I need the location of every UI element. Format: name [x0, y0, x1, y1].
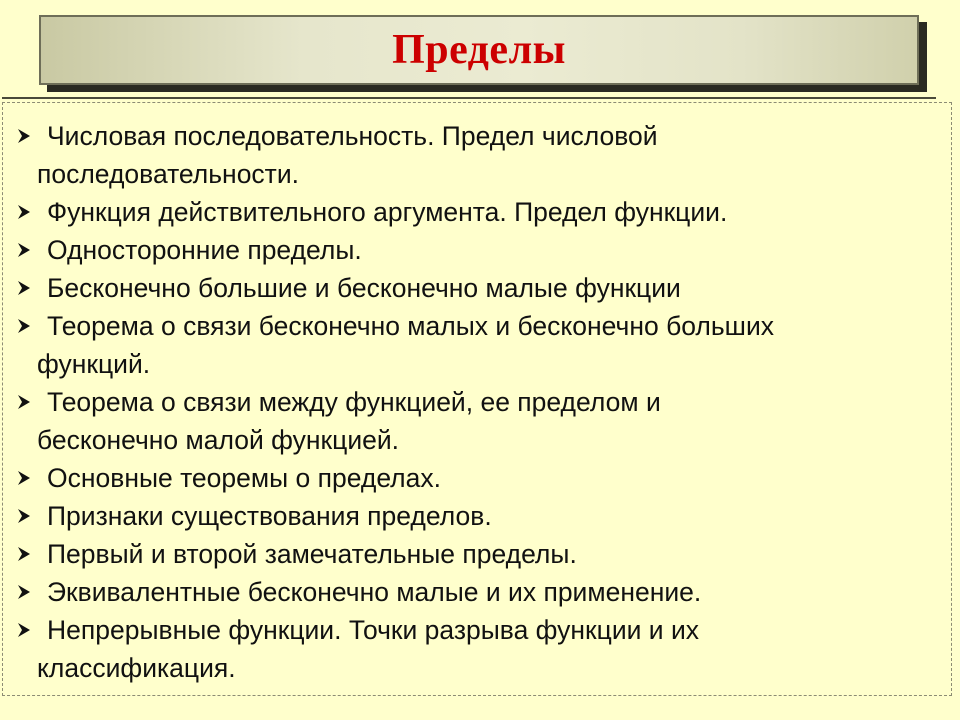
list-item-text: Односторонние пределы.	[47, 235, 362, 265]
arrowhead-bullet-icon	[17, 117, 37, 155]
list-item-text: Основные теоремы о пределах.	[47, 463, 441, 493]
list-item	[17, 573, 937, 611]
list-item-text: Бесконечно большие и бесконечно малые функции	[47, 273, 681, 303]
list-item-text-continuation: последовательности.	[37, 159, 299, 189]
list-item	[17, 307, 937, 383]
list-item	[17, 269, 937, 307]
title-box	[39, 15, 919, 85]
content-top-rule	[2, 97, 936, 99]
arrowhead-bullet-icon	[17, 383, 37, 421]
list-item-text-continuation: бесконечно малой функцией.	[37, 425, 400, 455]
list-item	[17, 611, 937, 687]
slide-title: Пределы	[392, 27, 566, 73]
arrowhead-bullet-icon	[17, 193, 37, 231]
arrowhead-bullet-icon	[17, 611, 37, 649]
topic-list	[17, 117, 937, 687]
list-item	[17, 193, 937, 231]
arrowhead-bullet-icon	[17, 535, 37, 573]
list-item	[17, 383, 937, 459]
list-item-text: Теорема о связи бесконечно малых и бесконечно больших	[47, 311, 774, 341]
arrowhead-bullet-icon	[17, 269, 37, 307]
list-item	[17, 535, 937, 573]
list-item-text: Числовая последовательность. Предел числовой	[47, 121, 658, 151]
arrowhead-bullet-icon	[17, 497, 37, 535]
arrowhead-bullet-icon	[17, 307, 37, 345]
list-item-text: Эквивалентные бесконечно малые и их применение.	[47, 577, 702, 607]
list-item-text: Непрерывные функции. Точки разрыва функции и их	[47, 615, 700, 645]
arrowhead-bullet-icon	[17, 573, 37, 611]
list-item-text: Признаки существования пределов.	[47, 501, 492, 531]
list-item-text-continuation: функций.	[37, 349, 151, 379]
list-item	[17, 231, 937, 269]
content-box	[2, 102, 952, 696]
arrowhead-bullet-icon	[17, 459, 37, 497]
arrowhead-bullet-icon	[17, 231, 37, 269]
list-item-text: Теорема о связи между функцией, ее пределом и	[47, 387, 661, 417]
list-item-text-continuation: классификация.	[37, 653, 236, 683]
list-item	[17, 117, 937, 193]
list-item-text: Первый и второй замечательные пределы.	[47, 539, 577, 569]
list-item-text: Функция действительного аргумента. Предел функции.	[47, 197, 728, 227]
list-item	[17, 459, 937, 497]
list-item	[17, 497, 937, 535]
